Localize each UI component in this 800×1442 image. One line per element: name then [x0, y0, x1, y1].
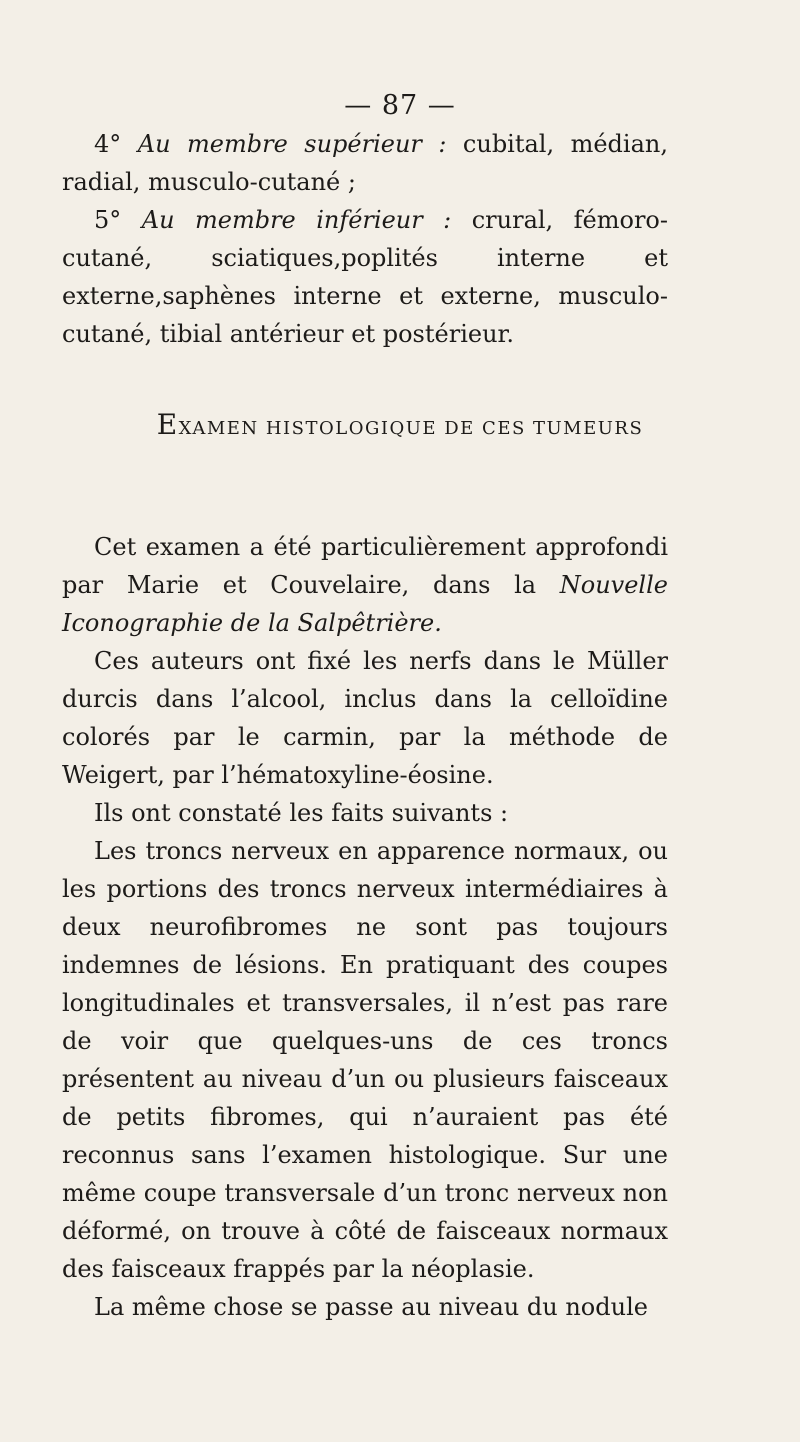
paragraph-4: Les troncs nerveux en apparence normaux, ou les portions des troncs nerveux intermédiaires à deux neurofibromes ne sont pas toujours indemnes de lésions. En pratiquant des coupes longitudinales et transversales, il n’est pas rare de voir que quelques-uns de ces troncs présentent au niveau d’un ou plusieurs faisceaux de petits fibromes, qui n’auraient pas été reconnus sans l’examen histologique. Sur une même coupe transversale d’un tronc nerveux non déformé, on trouve à côté de faisceaux normaux des faisceaux frappés par la néoplasie. [62, 837, 668, 1283]
list-item-prefix: 5° [94, 206, 142, 234]
list-item-text: cubital, médian, radial, musculo-cutané ; [62, 130, 668, 196]
list-item-upper-limb [62, 125, 668, 201]
page-number: — 87 — [344, 90, 456, 121]
section-heading [0, 408, 800, 441]
heading-rest: HISTOLOGIQUE DE CES TUMEURS [258, 418, 644, 439]
list-item-label: Au membre supérieur : [137, 130, 447, 158]
paragraph-1-italic: Nouvelle Iconographie de la Salpêtrière. [62, 571, 668, 637]
paragraph-3: Ils ont constaté les faits suivants : [94, 799, 509, 827]
nerve-list [62, 125, 668, 353]
paragraph-1-text: Cet examen a été particulièrement approfondi par Marie et Couvelaire, dans la [62, 533, 668, 599]
heading-first-word-rest: XAMEN [178, 418, 259, 439]
list-item-lower-limb [62, 201, 668, 353]
list-item-label: Au membre inférieur : [141, 206, 452, 234]
paragraph-5: La même chose se passe au niveau du nodule [94, 1293, 648, 1321]
list-item-prefix: 4° [94, 130, 138, 158]
paragraph-2: Ces auteurs ont fixé les nerfs dans le Müller durcis dans l’alcool, inclus dans la celloïdine colorés par le carmin, par la méthode de Weigert, par l’hématoxyline-éosine. [62, 647, 668, 789]
list-item-text: crural, fémoro-cutané, sciatiques,poplités interne et externe,saphènes interne et externe, musculo-cutané, tibial antérieur et postérieur. [62, 206, 668, 348]
body-text [62, 528, 668, 1326]
paragraph-1 [62, 528, 668, 642]
heading-initial: E [156, 408, 179, 441]
